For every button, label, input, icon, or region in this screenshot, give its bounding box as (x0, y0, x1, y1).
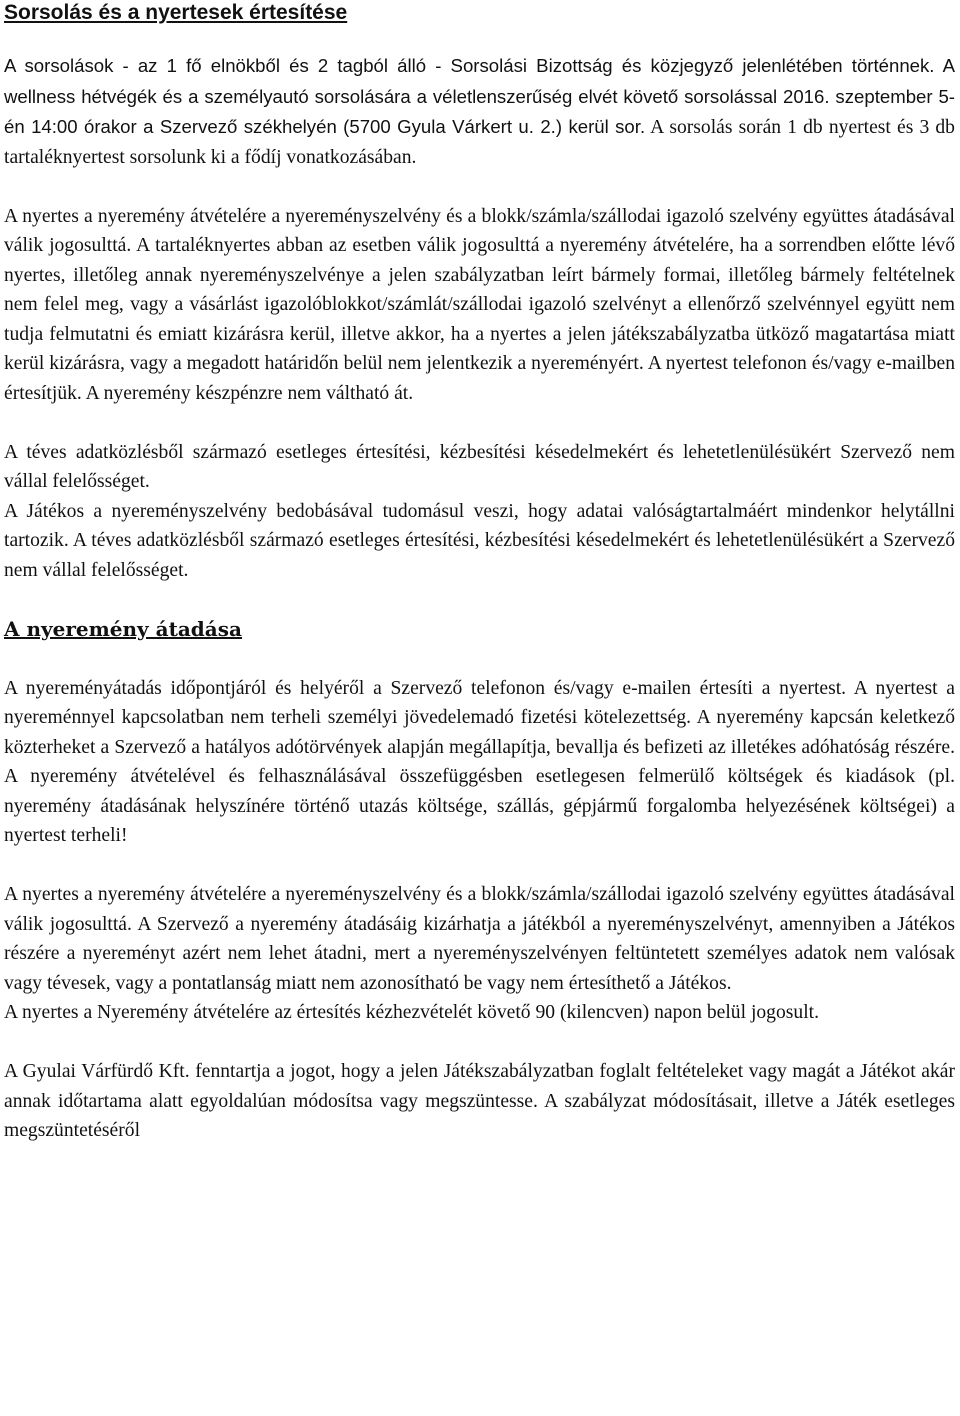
paragraph-prize-exclusion: A nyertes a nyeremény átvételére a nyereményszelvény és a blokk/számla/szállodai igazoló szelvény együttes átadásával válik jogosulttá. A Szervező a nyeremény átadásáig kizárhatja a játékból a nyereményszelvényt, amennyiben a Játékos részére a nyereményt azért nem lehet átadni, mert a nyereményszelvényen feltüntetett személyes adatok nem valósak vagy tévesek, vagy a pontatlanság miatt nem azonosítható be vagy nem értesíthető a Játékos. (4, 884, 955, 994)
section-title-drawing: Sorsolás és a nyertesek értesítése (4, 1, 348, 24)
paragraph-player-responsibility: A Játékos a nyereményszelvény bedobásával tudomásul veszi, hogy adatai valóságtartalmáért mindenkor helytállni tartozik. A téves adatközlésből származó esetleges értesítési, kézbesítési késedelmekért és lehetetlenülésükért a Szervező nem vállal felelősséget. (4, 500, 955, 581)
paragraph-claim-deadline: A nyertes a Nyeremény átvételére az értesítés kézhezvételét követő 90 (kilencven) napon belül jogosult. (4, 1002, 819, 1023)
section-title-prize-handover: A nyeremény átadása (4, 616, 242, 641)
paragraph-winner-eligibility: A nyertes a nyeremény átvételére a nyereményszelvény és a blokk/számla/szállodai igazoló szelvény együttes átadásával válik jogosulttá. A tartaléknyertes abban az esetben válik jogosulttá a nyeremény átvételére, ha a sorrendben előtte lévő nyertes, illetőleg annak nyereményszelvénye a jelen szabályzatban leírt bármely formai, illetőleg bármely feltételnek nem felel meg, vagy a vásárlást igazolóblokkot/számlát/szállodai igazoló szelvényt a ellenőrző szelvénnyel együtt nem tudja felmutatni és emiatt kizárásra kerül, illetve akkor, ha a nyertes a jelen játékszabályzatba ütköző magatartása miatt kerül kizárásra, vagy a megadott határidőn belül nem jelentkezik a nyereményért. A nyertest telefonon és/vagy e-mailben értesítjük. A nyeremény készpénzre nem váltható át. (4, 205, 955, 404)
drawing-intro-text-2: A sorsolás során 1 db nyertest és 3 db tartaléknyertest sorsolunk ki a fődíj vonatkozásában. (4, 117, 955, 168)
paragraph-drawing-intro (4, 51, 955, 172)
paragraph-prize-handover: A nyereményátadás időpontjáról és helyéről a Szervező telefonon és/vagy e-mailen értesíti a nyertest. A nyertest a nyereménnyel kapcsolatban nem terheli személyi jövedelemadó fizetési kötelezettség. A nyeremény kapcsán keletkező közterheket a Szervező a hatályos adótörvények alapján megállapítja, bevallja és befizeti az illetékes adóhatóság részére. A nyeremény átvételével és felhasználásával összefüggésben esetlegesen felmerülő költségek és kiadások (pl. nyeremény átadásának helyszínére történő utazás költsége, szállás, gépjármű forgalomba helyezésének költségei) a nyertest terheli! (4, 677, 955, 846)
document-page (4, 0, 955, 1146)
drawing-intro-text: A sorsolások - az 1 fő elnökből és 2 tagból álló - Sorsolási Bizottság és közjegyző jelenlétében történnek. A wellness hétvégék és a személyautó sorsolására a véletlenszerűség elvét követő sorsolással 2016. szeptember 5-én 14:00 órakor a Szervező székhelyén (5700 Gyula Várkert u. 2.) kerül sor. (4, 55, 955, 137)
paragraph-rules-modification: A Gyulai Várfürdő Kft. fenntartja a jogot, hogy a jelen Játékszabályzatban foglalt feltételeket vagy magát a Játékot akár annak időtartama alatt egyoldalúan módosítsa vagy megszüntesse. A szabályzat módosításait, illetve a Játék esetleges megszüntetéséről (4, 1061, 955, 1141)
paragraph-data-error-disclaimer: A téves adatközlésből származó esetleges értesítési, kézbesítési késedelmekért és lehetetlenülésükért Szervező nem vállal felelősséget. (4, 441, 955, 492)
